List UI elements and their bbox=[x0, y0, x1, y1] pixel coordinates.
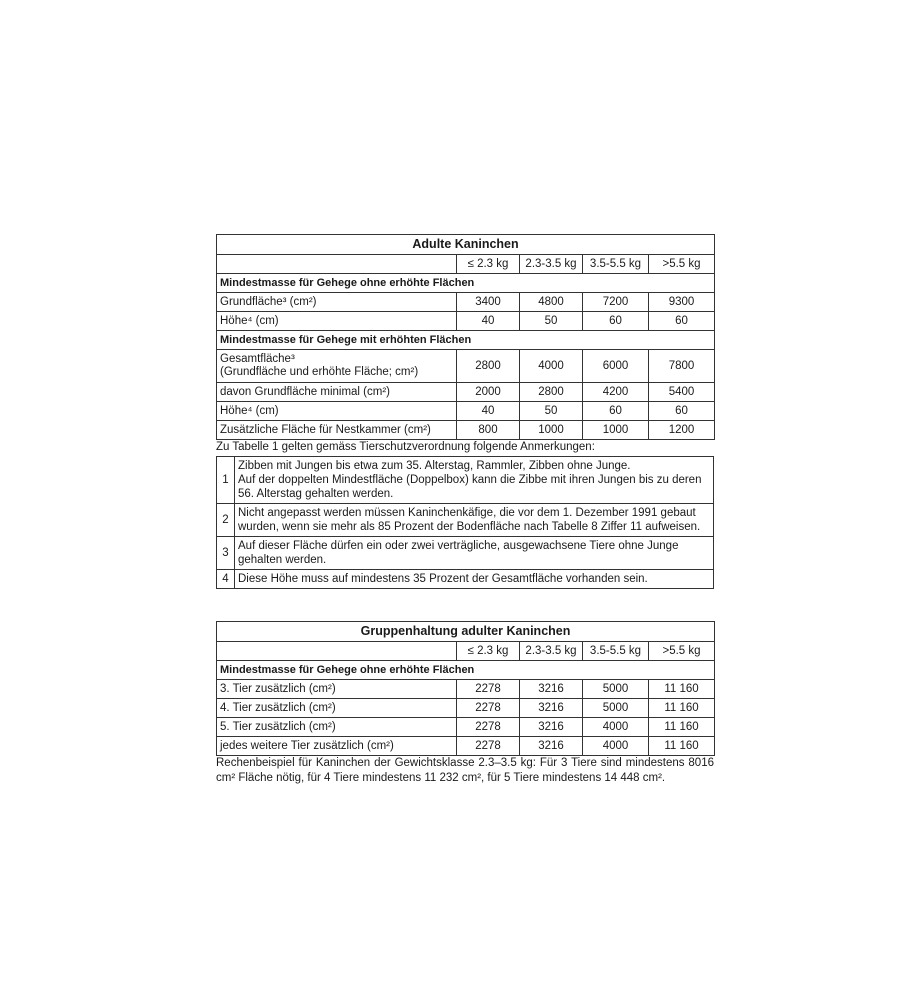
cell-value: 50 bbox=[520, 402, 583, 421]
cell-value: 3216 bbox=[520, 737, 583, 756]
note-index: 3 bbox=[217, 537, 235, 570]
cell-value: 4000 bbox=[583, 737, 649, 756]
row-label: davon Grundfläche minimal (cm²) bbox=[217, 383, 457, 402]
row-label: Höhe⁴ (cm) bbox=[217, 402, 457, 421]
note-row bbox=[217, 570, 714, 589]
note-index: 4 bbox=[217, 570, 235, 589]
notes-intro: Zu Tabelle 1 gelten gemäss Tierschutzverordnung folgende Anmerkungen: bbox=[216, 441, 595, 453]
cell-value: 2000 bbox=[457, 383, 520, 402]
cell-value: 11 160 bbox=[649, 737, 715, 756]
table-row bbox=[217, 350, 715, 383]
cell-value: 5000 bbox=[583, 699, 649, 718]
row-label: Grundfläche³ (cm²) bbox=[217, 293, 457, 312]
table-row bbox=[217, 312, 715, 331]
header-empty bbox=[217, 642, 457, 661]
cell-value: 4800 bbox=[520, 293, 583, 312]
cell-value: 800 bbox=[457, 421, 520, 440]
note-text: Auf dieser Fläche dürfen ein oder zwei verträgliche, ausgewachsene Tiere ohne Junge gehalten werden. bbox=[235, 537, 714, 570]
column-header: >5.5 kg bbox=[649, 255, 715, 274]
adult-rabbits-table bbox=[216, 234, 715, 440]
cell-value: 2278 bbox=[457, 680, 520, 699]
note-row bbox=[217, 504, 714, 537]
cell-value: 11 160 bbox=[649, 699, 715, 718]
cell-value: 5400 bbox=[649, 383, 715, 402]
cell-value: 9300 bbox=[649, 293, 715, 312]
row-label-line1: Gesamtfläche³ bbox=[220, 353, 295, 365]
note-text bbox=[235, 457, 714, 504]
header-empty bbox=[217, 255, 457, 274]
cell-value: 3216 bbox=[520, 718, 583, 737]
cell-value: 60 bbox=[649, 402, 715, 421]
column-header: 2.3-3.5 kg bbox=[520, 255, 583, 274]
cell-value: 60 bbox=[583, 402, 649, 421]
group-housing-table bbox=[216, 621, 715, 756]
cell-value: 1000 bbox=[520, 421, 583, 440]
cell-value: 2278 bbox=[457, 699, 520, 718]
column-header: ≤ 2.3 kg bbox=[457, 642, 520, 661]
cell-value: 60 bbox=[649, 312, 715, 331]
table-row bbox=[217, 383, 715, 402]
section-heading: Mindestmasse für Gehege ohne erhöhte Flächen bbox=[217, 274, 715, 293]
cell-value: 4200 bbox=[583, 383, 649, 402]
cell-value: 3216 bbox=[520, 680, 583, 699]
row-label: 4. Tier zusätzlich (cm²) bbox=[217, 699, 457, 718]
cell-value: 6000 bbox=[583, 350, 649, 383]
table-row bbox=[217, 293, 715, 312]
note-line: Auf der doppelten Mindestfläche (Doppelbox) kann die Zibbe mit ihren Jungen bis zu deren 56. Alterstag gehalten werden. bbox=[238, 474, 702, 500]
table-row bbox=[217, 718, 715, 737]
column-header: >5.5 kg bbox=[649, 642, 715, 661]
row-label: jedes weitere Tier zusätzlich (cm²) bbox=[217, 737, 457, 756]
column-header: 3.5-5.5 kg bbox=[583, 642, 649, 661]
note-index: 2 bbox=[217, 504, 235, 537]
note-row bbox=[217, 537, 714, 570]
table-row bbox=[217, 421, 715, 440]
row-label: 3. Tier zusätzlich (cm²) bbox=[217, 680, 457, 699]
column-header: 3.5-5.5 kg bbox=[583, 255, 649, 274]
cell-value: 2278 bbox=[457, 718, 520, 737]
cell-value: 1000 bbox=[583, 421, 649, 440]
note-line: Zibben mit Jungen bis etwa zum 35. Alterstag, Rammler, Zibben ohne Junge. bbox=[238, 460, 631, 472]
section-heading: Mindestmasse für Gehege mit erhöhten Flächen bbox=[217, 331, 715, 350]
table-row bbox=[217, 737, 715, 756]
table-title: Gruppenhaltung adulter Kaninchen bbox=[217, 622, 715, 642]
column-header: ≤ 2.3 kg bbox=[457, 255, 520, 274]
cell-value: 40 bbox=[457, 312, 520, 331]
table-row bbox=[217, 402, 715, 421]
table-row bbox=[217, 699, 715, 718]
column-header: 2.3-3.5 kg bbox=[520, 642, 583, 661]
note-text: Nicht angepasst werden müssen Kaninchenkäfige, die vor dem 1. Dezember 1991 gebaut wurden, wenn sie mehr als 85 Prozent der Bodenfläche nach Tabelle 8 Ziffer 11 aufweisen. bbox=[235, 504, 714, 537]
cell-value: 3216 bbox=[520, 699, 583, 718]
cell-value: 2800 bbox=[457, 350, 520, 383]
row-label: 5. Tier zusätzlich (cm²) bbox=[217, 718, 457, 737]
row-label: Zusätzliche Fläche für Nestkammer (cm²) bbox=[217, 421, 457, 440]
cell-value: 4000 bbox=[583, 718, 649, 737]
cell-value: 40 bbox=[457, 402, 520, 421]
table-row bbox=[217, 680, 715, 699]
cell-value: 2278 bbox=[457, 737, 520, 756]
cell-value: 5000 bbox=[583, 680, 649, 699]
cell-value: 11 160 bbox=[649, 718, 715, 737]
note-index: 1 bbox=[217, 457, 235, 504]
cell-value: 60 bbox=[583, 312, 649, 331]
table-title: Adulte Kaninchen bbox=[217, 235, 715, 255]
row-label-line2: (Grundfläche und erhöhte Fläche; cm²) bbox=[220, 366, 419, 378]
calculation-example: Rechenbeispiel für Kaninchen der Gewichtsklasse 2.3–3.5 kg: Für 3 Tiere sind mindestens 8016 cm² Fläche nötig, für 4 Tiere mindestens 11 232 cm², für 5 Tiere mindestens 14 448 cm². bbox=[216, 757, 714, 784]
cell-value: 1200 bbox=[649, 421, 715, 440]
cell-value: 11 160 bbox=[649, 680, 715, 699]
cell-value: 2800 bbox=[520, 383, 583, 402]
row-label bbox=[217, 350, 457, 383]
notes-table bbox=[216, 456, 714, 589]
cell-value: 3400 bbox=[457, 293, 520, 312]
cell-value: 7800 bbox=[649, 350, 715, 383]
section-heading: Mindestmasse für Gehege ohne erhöhte Flächen bbox=[217, 661, 715, 680]
note-text: Diese Höhe muss auf mindestens 35 Prozent der Gesamtfläche vorhanden sein. bbox=[235, 570, 714, 589]
cell-value: 50 bbox=[520, 312, 583, 331]
cell-value: 7200 bbox=[583, 293, 649, 312]
note-row bbox=[217, 457, 714, 504]
cell-value: 4000 bbox=[520, 350, 583, 383]
row-label: Höhe⁴ (cm) bbox=[217, 312, 457, 331]
